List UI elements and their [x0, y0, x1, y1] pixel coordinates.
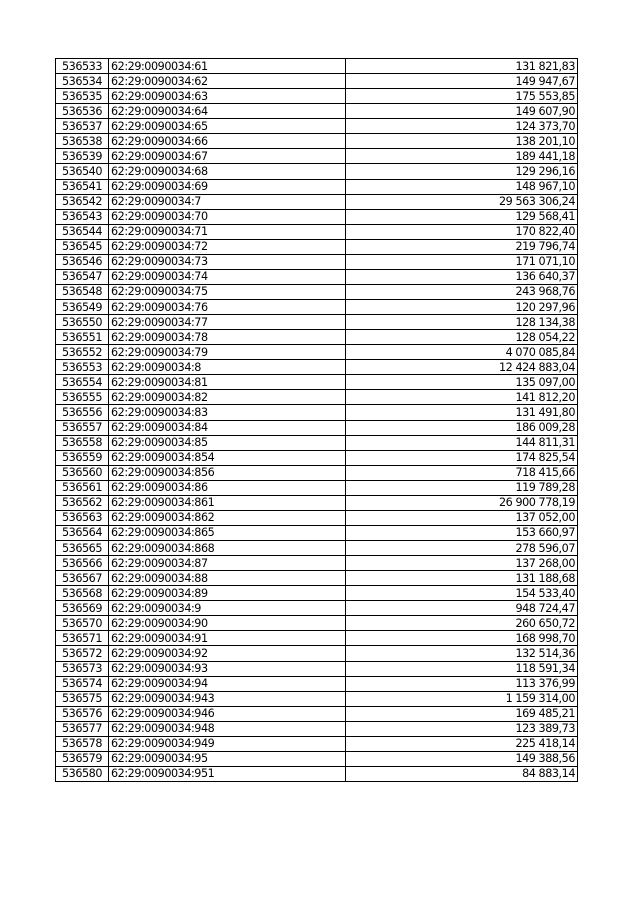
cadastral-number-cell: 62:29:0090034:83: [109, 405, 346, 420]
table-row: [56, 420, 578, 435]
cadastral-value-cell: 219 796,74: [346, 239, 578, 254]
cadastral-number-cell: 62:29:0090034:94: [109, 676, 346, 691]
row-number-cell: 536579: [56, 751, 109, 766]
cadastral-value-cell: 718 415,66: [346, 465, 578, 480]
cadastral-value-cell: 175 553,85: [346, 89, 578, 104]
cadastral-number-cell: 62:29:0090034:948: [109, 721, 346, 736]
table-row: [56, 284, 578, 299]
cadastral-value-cell: 186 009,28: [346, 420, 578, 435]
row-number-cell: 536571: [56, 631, 109, 646]
table-row: [56, 59, 578, 74]
table-row: [56, 104, 578, 119]
cadastral-value-cell: 278 596,07: [346, 541, 578, 556]
cadastral-value-cell: 149 947,67: [346, 74, 578, 89]
row-number-cell: 536549: [56, 300, 109, 315]
cadastral-number-cell: 62:29:0090034:63: [109, 89, 346, 104]
cadastral-value-cell: 170 822,40: [346, 224, 578, 239]
table-row: [56, 119, 578, 134]
cadastral-number-cell: 62:29:0090034:9: [109, 601, 346, 616]
row-number-cell: 536538: [56, 134, 109, 149]
cadastral-value-cell: 120 297,96: [346, 300, 578, 315]
cadastral-value-cell: 129 568,41: [346, 209, 578, 224]
cadastral-number-cell: 62:29:0090034:65: [109, 119, 346, 134]
cadastral-value-cell: 169 485,21: [346, 706, 578, 721]
row-number-cell: 536553: [56, 360, 109, 375]
row-number-cell: 536552: [56, 345, 109, 360]
table-row: [56, 435, 578, 450]
table-row: [56, 330, 578, 345]
table-row: [56, 510, 578, 525]
cadastral-number-cell: 62:29:0090034:943: [109, 691, 346, 706]
cadastral-value-cell: 113 376,99: [346, 676, 578, 691]
cadastral-number-cell: 62:29:0090034:949: [109, 736, 346, 751]
row-number-cell: 536544: [56, 224, 109, 239]
table-row: [56, 194, 578, 209]
cadastral-number-cell: 62:29:0090034:8: [109, 360, 346, 375]
row-number-cell: 536550: [56, 315, 109, 330]
table-row: [56, 631, 578, 646]
cadastral-number-cell: 62:29:0090034:946: [109, 706, 346, 721]
table-row: [56, 149, 578, 164]
row-number-cell: 536540: [56, 164, 109, 179]
cadastral-value-cell: 26 900 778,19: [346, 495, 578, 510]
table-row: [56, 586, 578, 601]
table-row: [56, 495, 578, 510]
row-number-cell: 536570: [56, 616, 109, 631]
table-row: [56, 480, 578, 495]
cadastral-number-cell: 62:29:0090034:862: [109, 510, 346, 525]
table-row: [56, 706, 578, 721]
row-number-cell: 536560: [56, 465, 109, 480]
row-number-cell: 536545: [56, 239, 109, 254]
cadastral-value-cell: 131 821,83: [346, 59, 578, 74]
table-row: [56, 766, 578, 781]
cadastral-value-cell: 136 640,37: [346, 269, 578, 284]
cadastral-number-cell: 62:29:0090034:92: [109, 646, 346, 661]
table-body: [56, 59, 578, 782]
table-row: [56, 450, 578, 465]
cadastral-value-cell: 189 441,18: [346, 149, 578, 164]
cadastral-number-cell: 62:29:0090034:75: [109, 284, 346, 299]
cadastral-number-cell: 62:29:0090034:64: [109, 104, 346, 119]
cadastral-number-cell: 62:29:0090034:90: [109, 616, 346, 631]
table-row: [56, 751, 578, 766]
cadastral-value-cell: 4 070 085,84: [346, 345, 578, 360]
cadastral-number-cell: 62:29:0090034:82: [109, 390, 346, 405]
row-number-cell: 536556: [56, 405, 109, 420]
row-number-cell: 536543: [56, 209, 109, 224]
cadastral-value-cell: 243 968,76: [346, 284, 578, 299]
table-row: [56, 616, 578, 631]
table-row: [56, 164, 578, 179]
cadastral-number-cell: 62:29:0090034:76: [109, 300, 346, 315]
row-number-cell: 536546: [56, 254, 109, 269]
cadastral-number-cell: 62:29:0090034:79: [109, 345, 346, 360]
table-row: [56, 134, 578, 149]
table-row: [56, 736, 578, 751]
table-row: [56, 390, 578, 405]
cadastral-number-cell: 62:29:0090034:81: [109, 375, 346, 390]
row-number-cell: 536573: [56, 661, 109, 676]
cadastral-value-cell: 29 563 306,24: [346, 194, 578, 209]
row-number-cell: 536576: [56, 706, 109, 721]
row-number-cell: 536536: [56, 104, 109, 119]
table-row: [56, 179, 578, 194]
table-row: [56, 224, 578, 239]
row-number-cell: 536566: [56, 556, 109, 571]
cadastral-number-cell: 62:29:0090034:72: [109, 239, 346, 254]
table-row: [56, 74, 578, 89]
row-number-cell: 536565: [56, 541, 109, 556]
cadastral-value-cell: 131 491,80: [346, 405, 578, 420]
cadastral-value-cell: 144 811,31: [346, 435, 578, 450]
row-number-cell: 536577: [56, 721, 109, 736]
cadastral-number-cell: 62:29:0090034:67: [109, 149, 346, 164]
cadastral-value-cell: 124 373,70: [346, 119, 578, 134]
cadastral-number-cell: 62:29:0090034:78: [109, 330, 346, 345]
cadastral-value-cell: 149 388,56: [346, 751, 578, 766]
cadastral-value-cell: 948 724,47: [346, 601, 578, 616]
cadastral-value-cell: 123 389,73: [346, 721, 578, 736]
cadastral-number-cell: 62:29:0090034:84: [109, 420, 346, 435]
cadastral-value-cell: 135 097,00: [346, 375, 578, 390]
row-number-cell: 536548: [56, 284, 109, 299]
cadastral-value-cell: 84 883,14: [346, 766, 578, 781]
table-row: [56, 661, 578, 676]
table-row: [56, 571, 578, 586]
table-row: [56, 239, 578, 254]
row-number-cell: 536539: [56, 149, 109, 164]
cadastral-value-cell: 148 967,10: [346, 179, 578, 194]
row-number-cell: 536562: [56, 495, 109, 510]
row-number-cell: 536580: [56, 766, 109, 781]
table-row: [56, 465, 578, 480]
row-number-cell: 536533: [56, 59, 109, 74]
row-number-cell: 536578: [56, 736, 109, 751]
row-number-cell: 536555: [56, 390, 109, 405]
cadastral-value-cell: 141 812,20: [346, 390, 578, 405]
table-row: [56, 254, 578, 269]
cadastral-number-cell: 62:29:0090034:77: [109, 315, 346, 330]
row-number-cell: 536569: [56, 601, 109, 616]
row-number-cell: 536568: [56, 586, 109, 601]
row-number-cell: 536558: [56, 435, 109, 450]
table-row: [56, 556, 578, 571]
table-row: [56, 676, 578, 691]
cadastral-value-cell: 1 159 314,00: [346, 691, 578, 706]
row-number-cell: 536554: [56, 375, 109, 390]
cadastral-number-cell: 62:29:0090034:854: [109, 450, 346, 465]
cadastral-number-cell: 62:29:0090034:62: [109, 74, 346, 89]
cadastral-value-cell: 132 514,36: [346, 646, 578, 661]
cadastral-number-cell: 62:29:0090034:91: [109, 631, 346, 646]
row-number-cell: 536561: [56, 480, 109, 495]
cadastral-number-cell: 62:29:0090034:71: [109, 224, 346, 239]
cadastral-number-cell: 62:29:0090034:89: [109, 586, 346, 601]
cadastral-value-cell: 137 268,00: [346, 556, 578, 571]
cadastral-number-cell: 62:29:0090034:865: [109, 525, 346, 540]
cadastral-value-cell: 174 825,54: [346, 450, 578, 465]
cadastral-number-cell: 62:29:0090034:85: [109, 435, 346, 450]
table-row: [56, 691, 578, 706]
cadastral-number-cell: 62:29:0090034:95: [109, 751, 346, 766]
cadastral-value-cell: 168 998,70: [346, 631, 578, 646]
cadastral-value-cell: 153 660,97: [346, 525, 578, 540]
row-number-cell: 536541: [56, 179, 109, 194]
row-number-cell: 536575: [56, 691, 109, 706]
cadastral-number-cell: 62:29:0090034:66: [109, 134, 346, 149]
table-row: [56, 89, 578, 104]
cadastral-number-cell: 62:29:0090034:951: [109, 766, 346, 781]
table-row: [56, 405, 578, 420]
cadastral-value-cell: 118 591,34: [346, 661, 578, 676]
row-number-cell: 536557: [56, 420, 109, 435]
cadastral-value-cell: 171 071,10: [346, 254, 578, 269]
cadastral-number-cell: 62:29:0090034:868: [109, 541, 346, 556]
cadastral-value-cell: 225 418,14: [346, 736, 578, 751]
cadastral-number-cell: 62:29:0090034:87: [109, 556, 346, 571]
row-number-cell: 536547: [56, 269, 109, 284]
cadastral-number-cell: 62:29:0090034:69: [109, 179, 346, 194]
table-row: [56, 525, 578, 540]
table-row: [56, 375, 578, 390]
cadastral-number-cell: 62:29:0090034:7: [109, 194, 346, 209]
cadastral-number-cell: 62:29:0090034:74: [109, 269, 346, 284]
row-number-cell: 536551: [56, 330, 109, 345]
table-row: [56, 721, 578, 736]
row-number-cell: 536559: [56, 450, 109, 465]
table-row: [56, 601, 578, 616]
cadastral-number-cell: 62:29:0090034:73: [109, 254, 346, 269]
table-row: [56, 646, 578, 661]
row-number-cell: 536535: [56, 89, 109, 104]
table-row: [56, 300, 578, 315]
table-row: [56, 209, 578, 224]
table-row: [56, 345, 578, 360]
table-row: [56, 269, 578, 284]
cadastral-number-cell: 62:29:0090034:61: [109, 59, 346, 74]
row-number-cell: 536534: [56, 74, 109, 89]
row-number-cell: 536537: [56, 119, 109, 134]
cadastral-value-cell: 128 134,38: [346, 315, 578, 330]
cadastral-number-cell: 62:29:0090034:93: [109, 661, 346, 676]
row-number-cell: 536574: [56, 676, 109, 691]
cadastral-value-table: [55, 58, 578, 782]
cadastral-number-cell: 62:29:0090034:68: [109, 164, 346, 179]
table-row: [56, 315, 578, 330]
cadastral-value-cell: 260 650,72: [346, 616, 578, 631]
cadastral-number-cell: 62:29:0090034:86: [109, 480, 346, 495]
cadastral-number-cell: 62:29:0090034:70: [109, 209, 346, 224]
cadastral-value-cell: 137 052,00: [346, 510, 578, 525]
row-number-cell: 536572: [56, 646, 109, 661]
row-number-cell: 536567: [56, 571, 109, 586]
row-number-cell: 536563: [56, 510, 109, 525]
cadastral-number-cell: 62:29:0090034:856: [109, 465, 346, 480]
cadastral-value-cell: 129 296,16: [346, 164, 578, 179]
cadastral-value-cell: 12 424 883,04: [346, 360, 578, 375]
cadastral-number-cell: 62:29:0090034:88: [109, 571, 346, 586]
table-row: [56, 541, 578, 556]
cadastral-value-cell: 128 054,22: [346, 330, 578, 345]
cadastral-value-cell: 119 789,28: [346, 480, 578, 495]
cadastral-value-cell: 154 533,40: [346, 586, 578, 601]
cadastral-value-cell: 149 607,90: [346, 104, 578, 119]
table-row: [56, 360, 578, 375]
cadastral-value-cell: 131 188,68: [346, 571, 578, 586]
row-number-cell: 536564: [56, 525, 109, 540]
cadastral-value-cell: 138 201,10: [346, 134, 578, 149]
row-number-cell: 536542: [56, 194, 109, 209]
cadastral-number-cell: 62:29:0090034:861: [109, 495, 346, 510]
